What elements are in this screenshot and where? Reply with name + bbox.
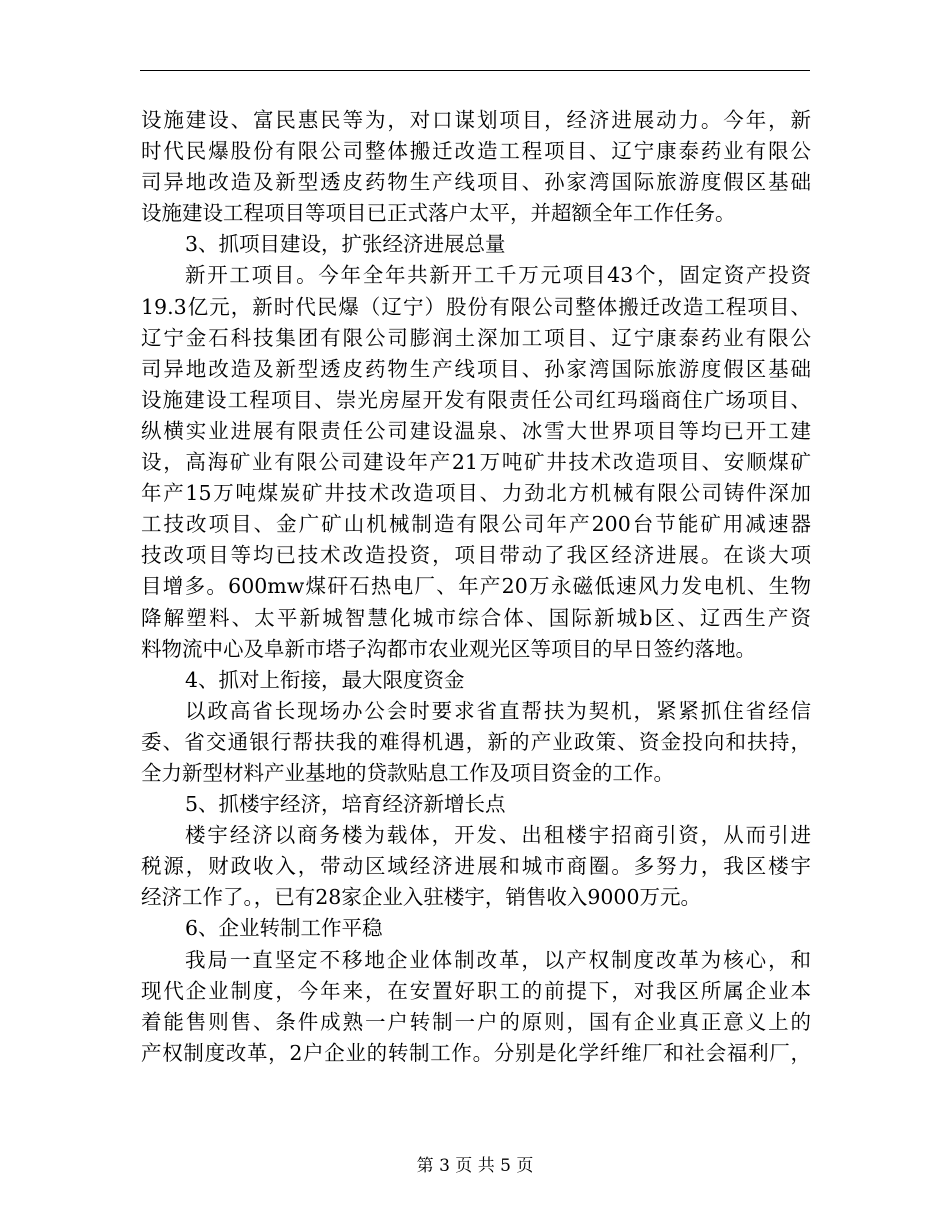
page-footer: 第 3 页 共 5 页 [416, 1156, 534, 1176]
text-line: 设施建设、富民惠民等为，对口谋划项目，经济进展动力。今年，新 [141, 108, 811, 132]
text-line: 工技改项目、金广矿山机械制造有限公司年产200台节能矿用减速器 [141, 512, 811, 537]
text-line: 司异地改造及新型透皮药物生产线项目、孙家湾国际旅游度假区基础 [141, 170, 811, 195]
text-line: 司异地改造及新型透皮药物生产线项目、孙家湾国际旅游度假区基础 [141, 356, 811, 381]
text-line: 着能售则售、条件成熟一户转制一户的原则，国有企业真正意义上的 [141, 1009, 811, 1034]
text-line: 辽宁金石科技集团有限公司膨润土深加工项目、辽宁康泰药业有限公 [141, 325, 811, 350]
body-text [141, 105, 811, 1069]
text-line: 目增多。600mw煤矸石热电厂、年产20万永磁低速风力发电机、生物 [141, 574, 811, 599]
text-line: 年产15万吨煤炭矿井技术改造项目、力劲北方机械有限公司铸件深加 [141, 481, 811, 506]
text-line: 现代企业制度，今年来，在安置好职工的前提下，对我区所属企业本 [141, 978, 811, 1003]
text-line: 我局一直坚定不移地企业体制改革，以产权制度改革为核心，和 [185, 947, 811, 972]
text-line: 降解塑料、太平新城智慧化城市综合体、国际新城b区、辽西生产资 [141, 605, 811, 630]
section-heading: 4、抓对上衔接，最大限度资金 [185, 667, 465, 692]
text-line: 设施建设工程项目等项目已正式落户太平，并超额全年工作任务。 [141, 201, 736, 226]
text-line: 设施建设工程项目、崇光房屋开发有限责任公司红玛瑙商住广场项目、 [141, 387, 811, 412]
text-line: 委、省交通银行帮扶我的难得机遇，新的产业政策、资金投向和扶持， [141, 729, 811, 754]
text-line: 以政高省长现场办公会时要求省直帮扶为契机，紧紧抓住省经信 [185, 698, 811, 723]
text-line: 设，高海矿业有限公司建设年产21万吨矿井技术改造项目、安顺煤矿 [141, 450, 811, 475]
text-line: 纵横实业进展有限责任公司建设温泉、冰雪大世界项目等均已开工建 [141, 418, 811, 443]
text-line: 时代民爆股份有限公司整体搬迁改造工程项目、辽宁康泰药业有限公 [141, 139, 811, 164]
header-rule [140, 70, 810, 71]
text-line: 技改项目等均已技术改造投资，项目带动了我区经济进展。在谈大项 [141, 543, 811, 568]
text-line: 19.3亿元，新时代民爆（辽宁）股份有限公司整体搬迁改造工程项目、 [141, 294, 811, 319]
section-heading: 5、抓楼宇经济，培育经济新增长点 [185, 792, 506, 817]
text-line: 全力新型材料产业基地的贷款贴息工作及项目资金的工作。 [141, 760, 674, 785]
section-heading: 3、抓项目建设，扩张经济进展总量 [185, 232, 506, 257]
text-line: 经济工作了。，已有28家企业入驻楼宇，销售收入9000万元。 [141, 885, 702, 910]
section-heading: 6、企业转制工作平稳 [185, 916, 383, 941]
text-line: 税源，财政收入，带动区域经济进展和城市商圈。多努力，我区楼宇 [141, 854, 811, 879]
text-line: 料物流中心及阜新市塔子沟都市农业观光区等项目的早日签约落地。 [141, 636, 756, 661]
text-line: 楼宇经济以商务楼为载体，开发、出租楼宇招商引资，从而引进 [185, 823, 811, 848]
text-line: 新开工项目。今年全年共新开工千万元项目43个，固定资产投资 [185, 263, 811, 288]
text-line: 产权制度改革，2户企业的转制工作。分别是化学纤维厂和社会福利厂， [141, 1040, 811, 1065]
